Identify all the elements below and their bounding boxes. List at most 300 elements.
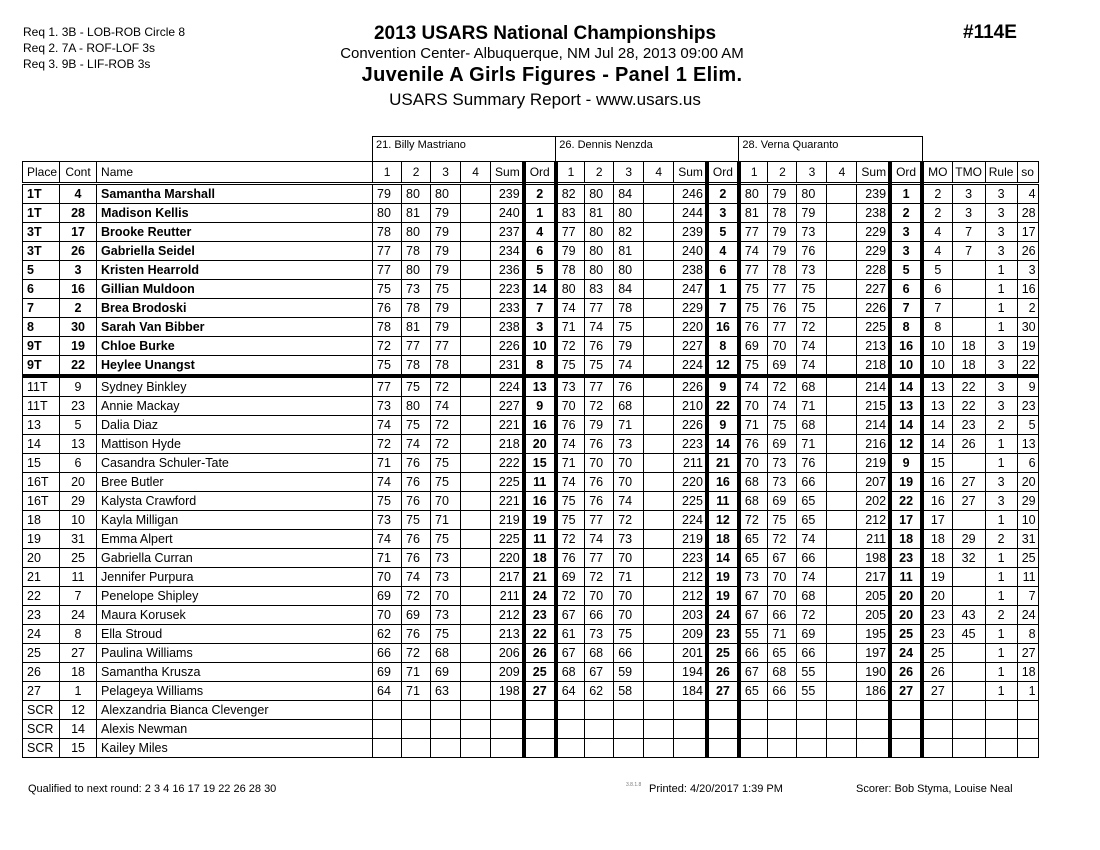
contestant-number-cell: 1 [60,682,97,701]
judge1-score-4-cell [461,492,491,511]
skater-name-cell: Penelope Shipley [97,587,373,606]
judge1-score-3-cell: 72 [431,376,461,397]
judge1-score-1-cell: 74 [373,530,402,549]
judge3-ordinal-cell: 6 [890,280,922,299]
so-cell: 31 [1017,530,1038,549]
so-cell: 22 [1017,356,1038,377]
judge1-sum-cell: 224 [491,376,524,397]
mo-cell: 6 [922,280,952,299]
rule-cell: 2 [985,606,1017,625]
judge1-score-3-cell: 75 [431,530,461,549]
judge1-score-1-cell: 73 [373,397,402,416]
judge1-ordinal-cell [524,720,556,739]
contestant-number-cell: 2 [60,299,97,318]
judge2-score-4-cell [644,606,674,625]
judge3-score-2-cell: 75 [768,416,797,435]
rule-cell [985,701,1017,720]
judge3-score-3-cell: 74 [797,337,827,356]
rule-cell: 1 [985,644,1017,663]
judge3-score-2-cell: 66 [768,606,797,625]
judge3-ordinal-cell: 25 [890,625,922,644]
judge2-sum-cell: 240 [674,242,707,261]
col-so: so [1017,162,1038,184]
judge1-score-3-cell: 75 [431,454,461,473]
judge2-score-3-cell: 71 [614,568,644,587]
judge2-score-2-cell: 81 [585,204,614,223]
judge2-sum-cell: 203 [674,606,707,625]
judge3-sum-cell: 226 [857,299,890,318]
judge2-score-1-cell: 71 [556,454,585,473]
judge2-score-3-cell: 82 [614,223,644,242]
judge2-score-3-cell: 84 [614,280,644,299]
judge3-score-4-cell [827,663,857,682]
mo-cell: 2 [922,184,952,204]
skater-name-cell: Kayla Milligan [97,511,373,530]
judge1-sum-cell: 231 [491,356,524,377]
judge1-ordinal-cell: 19 [524,511,556,530]
skater-name-cell: Gillian Muldoon [97,280,373,299]
judge1-score-4-cell [461,337,491,356]
judge3-score-1-cell [739,701,768,720]
mo-cell: 4 [922,242,952,261]
skater-name-cell: Annie Mackay [97,397,373,416]
judge3-ordinal-cell: 11 [890,568,922,587]
tmo-cell [952,720,985,739]
contestant-number-cell: 25 [60,549,97,568]
judge1-score-3-cell: 75 [431,473,461,492]
table-row [23,511,1039,530]
judge2-sum-cell [674,720,707,739]
judge3-score-2-cell: 79 [768,242,797,261]
judge2-ordinal-cell: 8 [707,337,739,356]
so-cell: 5 [1017,416,1038,435]
table-row [23,568,1039,587]
judge3-ordinal-cell [890,739,922,758]
mo-cell: 14 [922,416,952,435]
table-row [23,625,1039,644]
judge1-score-3-cell: 73 [431,606,461,625]
judge1-sum-cell: 223 [491,280,524,299]
so-cell: 9 [1017,376,1038,397]
judge1-sum-cell [491,720,524,739]
judge3-score-2-cell: 78 [768,261,797,280]
contestant-number-cell: 9 [60,376,97,397]
judge1-score-4-cell [461,701,491,720]
table-row [23,701,1039,720]
judge3-score-4-cell [827,416,857,435]
judge3-score-3-cell: 68 [797,376,827,397]
rule-cell: 1 [985,663,1017,682]
judge1-ordinal-cell: 21 [524,568,556,587]
rule-cell: 3 [985,204,1017,223]
judge2-sum-cell: 220 [674,473,707,492]
judge1-score-3-cell: 70 [431,587,461,606]
table-row [23,376,1039,397]
judge1-score-1-cell: 73 [373,511,402,530]
judge1-ordinal-cell: 2 [524,184,556,204]
mo-cell: 20 [922,587,952,606]
mo-cell: 16 [922,492,952,511]
judge2-score-1-cell: 76 [556,416,585,435]
mo-cell: 14 [922,435,952,454]
judge2-score-4-cell [644,492,674,511]
judge2-score-1-cell: 67 [556,606,585,625]
table-row [23,261,1039,280]
judge1-score-1-cell: 69 [373,663,402,682]
judge1-ordinal-cell: 20 [524,435,556,454]
contestant-number-cell: 26 [60,242,97,261]
judge1-ordinal-cell: 7 [524,299,556,318]
judge2-score-1-cell [556,739,585,758]
place-cell: 13 [23,416,60,435]
contestant-number-cell: 24 [60,606,97,625]
judge3-score-3-cell: 66 [797,644,827,663]
judge1-score-4-cell [461,473,491,492]
judge3-score-4-cell [827,568,857,587]
place-cell: SCR [23,739,60,758]
judge2-score-1-cell: 75 [556,356,585,377]
judge3-score-2-cell: 79 [768,184,797,204]
judge3-score-1-cell: 72 [739,511,768,530]
judge3-ordinal-cell [890,720,922,739]
judge3-score-2-cell: 79 [768,223,797,242]
judge2-score-2-cell: 77 [585,549,614,568]
judge2-ordinal-cell: 2 [707,184,739,204]
judge1-score-2-cell: 81 [402,318,431,337]
judge3-score-3-cell: 65 [797,511,827,530]
judge3-ordinal-cell: 10 [890,356,922,377]
contestant-number-cell: 12 [60,701,97,720]
judge1-score-2-cell: 80 [402,223,431,242]
place-cell: SCR [23,720,60,739]
judge3-score-3-cell [797,739,827,758]
contestant-number-cell: 23 [60,397,97,416]
judge2-sum-cell: 209 [674,625,707,644]
judge3-score-3-cell: 72 [797,606,827,625]
judge2-score-3-cell: 80 [614,261,644,280]
judge1-score-2-cell: 76 [402,625,431,644]
col-cont: Cont [60,162,97,184]
rule-cell: 1 [985,435,1017,454]
place-cell: 27 [23,682,60,701]
judge2-score-2-cell: 73 [585,625,614,644]
judge2-score-3-cell: 81 [614,242,644,261]
col-name: Name [97,162,373,184]
place-cell: 11T [23,376,60,397]
place-cell: SCR [23,701,60,720]
judge2-score-2-cell: 72 [585,397,614,416]
judge1-score-3-cell: 68 [431,644,461,663]
judge2-score-4-cell [644,416,674,435]
judge2-score-1-cell: 64 [556,682,585,701]
judge2-sum-cell: 226 [674,376,707,397]
judge3-score-4-cell [827,682,857,701]
judge2-score-4-cell [644,376,674,397]
judges-row [23,137,1039,162]
so-cell: 8 [1017,625,1038,644]
judge3-ordinal-cell: 23 [890,549,922,568]
judge2-score-2-cell: 83 [585,280,614,299]
judge1-score-1-cell: 77 [373,376,402,397]
judge3-score-1-cell: 68 [739,492,768,511]
judge1-score-3-cell: 79 [431,242,461,261]
table-row [23,587,1039,606]
mo-cell: 5 [922,261,952,280]
judge3-score-4-cell [827,739,857,758]
judge2-score-4-cell [644,397,674,416]
judge1-score-1-cell: 75 [373,492,402,511]
contestant-number-cell: 19 [60,337,97,356]
col-judge2-sum: Sum [674,162,707,184]
mo-cell: 17 [922,511,952,530]
judge3-score-1-cell: 69 [739,337,768,356]
judge2-score-4-cell [644,530,674,549]
mo-cell: 18 [922,549,952,568]
judge3-ordinal-cell: 8 [890,318,922,337]
judge3-ordinal-cell: 7 [890,299,922,318]
judge1-score-4-cell [461,242,491,261]
judge1-score-1-cell: 72 [373,435,402,454]
judge2-ordinal-cell: 16 [707,473,739,492]
judge1-score-2-cell: 69 [402,606,431,625]
judge3-sum-cell: 219 [857,454,890,473]
so-cell: 28 [1017,204,1038,223]
judge1-ordinal-cell: 22 [524,625,556,644]
judge3-score-2-cell: 72 [768,530,797,549]
judge1-sum-cell: 238 [491,318,524,337]
so-cell: 24 [1017,606,1038,625]
contestant-number-cell: 13 [60,435,97,454]
contestant-number-cell: 29 [60,492,97,511]
rule-cell: 1 [985,568,1017,587]
rule-cell: 3 [985,376,1017,397]
skater-name-cell: Heylee Unangst [97,356,373,377]
rule-cell: 1 [985,549,1017,568]
tmo-cell: 45 [952,625,985,644]
judge2-score-1-cell: 69 [556,568,585,587]
judge3-sum-cell: 216 [857,435,890,454]
judge1-score-2-cell: 74 [402,435,431,454]
judge3-score-3-cell: 68 [797,416,827,435]
judge3-sum-cell: 215 [857,397,890,416]
skater-name-cell: Alexis Newman [97,720,373,739]
col-judge1-ord: Ord [524,162,556,184]
judge3-score-4-cell [827,625,857,644]
judge1-ordinal-cell: 11 [524,473,556,492]
col-judge2-1: 1 [556,162,585,184]
judge1-score-2-cell: 81 [402,204,431,223]
col-rule: Rule [985,162,1017,184]
judge1-score-2-cell: 72 [402,644,431,663]
judge2-sum-cell: 194 [674,663,707,682]
judge3-sum-cell: 195 [857,625,890,644]
judge3-score-1-cell: 71 [739,416,768,435]
tmo-cell [952,280,985,299]
judge3-score-2-cell: 76 [768,299,797,318]
judge3-score-3-cell: 66 [797,549,827,568]
judge1-score-4-cell [461,261,491,280]
tmo-cell: 18 [952,337,985,356]
judge2-score-3-cell: 80 [614,204,644,223]
judge3-score-4-cell [827,280,857,299]
judge1-score-4-cell [461,416,491,435]
judge3-ordinal-cell: 20 [890,606,922,625]
event-name: Juvenile A Girls Figures - Panel 1 Elim. [361,64,743,86]
judge3-ordinal-cell: 13 [890,397,922,416]
judge2-score-4-cell [644,454,674,473]
judge1-score-1-cell: 74 [373,416,402,435]
contestant-number-cell: 22 [60,356,97,377]
judge2-score-4-cell [644,473,674,492]
judge1-score-4-cell [461,397,491,416]
contestant-number-cell: 10 [60,511,97,530]
judge3-score-3-cell: 66 [797,473,827,492]
judge-1-name: 21. Billy Mastriano [373,137,556,162]
judge1-score-3-cell: 73 [431,568,461,587]
tmo-cell [952,587,985,606]
event-number: #114E [963,22,1017,43]
judge1-score-1-cell: 75 [373,356,402,377]
judge1-ordinal-cell: 23 [524,606,556,625]
judge2-score-2-cell: 66 [585,606,614,625]
judge2-score-3-cell: 68 [614,397,644,416]
judge3-sum-cell: 212 [857,511,890,530]
judge3-sum-cell: 225 [857,318,890,337]
judge2-ordinal-cell: 1 [707,280,739,299]
judge3-score-2-cell: 69 [768,492,797,511]
judge1-sum-cell: 217 [491,568,524,587]
mo-cell: 8 [922,318,952,337]
judge2-score-2-cell [585,739,614,758]
judge2-score-1-cell: 68 [556,663,585,682]
judge3-score-2-cell: 74 [768,397,797,416]
judge1-sum-cell: 213 [491,625,524,644]
place-cell: 8 [23,318,60,337]
judge2-sum-cell: 229 [674,299,707,318]
place-cell: 19 [23,530,60,549]
judge1-sum-cell: 236 [491,261,524,280]
judge2-score-1-cell: 70 [556,397,585,416]
judge3-score-1-cell: 70 [739,397,768,416]
judge1-sum-cell: 225 [491,530,524,549]
judge1-score-1-cell: 77 [373,242,402,261]
judge3-score-1-cell: 65 [739,530,768,549]
judge2-sum-cell: 211 [674,454,707,473]
tmo-cell: 27 [952,492,985,511]
table-row [23,530,1039,549]
judge1-score-1-cell: 74 [373,473,402,492]
judge2-score-3-cell: 59 [614,663,644,682]
place-cell: 1T [23,184,60,204]
col-mo: MO [922,162,952,184]
so-cell: 4 [1017,184,1038,204]
judge2-score-2-cell: 80 [585,184,614,204]
contestant-number-cell: 11 [60,568,97,587]
mo-cell: 18 [922,530,952,549]
judge1-score-2-cell: 76 [402,549,431,568]
rule-cell: 1 [985,299,1017,318]
skater-name-cell: Maura Korusek [97,606,373,625]
rule-cell: 3 [985,473,1017,492]
judge3-score-1-cell: 67 [739,663,768,682]
judge1-sum-cell: 227 [491,397,524,416]
mo-cell: 27 [922,682,952,701]
judge1-score-3-cell: 72 [431,416,461,435]
table-row [23,549,1039,568]
judge3-sum-cell: 198 [857,549,890,568]
judge2-score-2-cell: 76 [585,337,614,356]
place-cell: 24 [23,625,60,644]
judge3-score-3-cell: 74 [797,530,827,549]
judge1-sum-cell: 239 [491,184,524,204]
table-row [23,454,1039,473]
rule-cell: 1 [985,454,1017,473]
rule-cell: 3 [985,337,1017,356]
judge2-sum-cell: 219 [674,530,707,549]
rule-cell: 1 [985,280,1017,299]
judge3-sum-cell: 205 [857,606,890,625]
judge3-score-1-cell: 75 [739,356,768,377]
mo-cell [922,701,952,720]
tmo-cell [952,261,985,280]
judge3-sum-cell: 190 [857,663,890,682]
skater-name-cell: Mattison Hyde [97,435,373,454]
judge1-sum-cell: 220 [491,549,524,568]
judge3-score-2-cell: 75 [768,511,797,530]
judge2-ordinal-cell: 24 [707,606,739,625]
judge3-sum-cell [857,739,890,758]
table-row [23,682,1039,701]
judge3-score-3-cell: 65 [797,492,827,511]
so-cell [1017,701,1038,720]
judge2-ordinal-cell: 14 [707,435,739,454]
skater-name-cell: Gabriella Seidel [97,242,373,261]
judge3-score-2-cell: 73 [768,454,797,473]
mo-cell: 10 [922,356,952,377]
judge1-score-2-cell: 75 [402,416,431,435]
judge3-ordinal-cell: 27 [890,682,922,701]
judge3-sum-cell: 214 [857,416,890,435]
judge3-ordinal-cell: 17 [890,511,922,530]
judge1-score-4-cell [461,204,491,223]
judge3-score-1-cell: 80 [739,184,768,204]
judge1-ordinal-cell: 11 [524,530,556,549]
judge2-score-2-cell: 68 [585,644,614,663]
judge1-score-1-cell: 70 [373,606,402,625]
judge3-sum-cell: 197 [857,644,890,663]
judge3-score-4-cell [827,454,857,473]
judge1-score-3-cell [431,701,461,720]
contestant-number-cell: 18 [60,663,97,682]
judge3-score-1-cell: 65 [739,549,768,568]
tmo-cell: 43 [952,606,985,625]
judge3-ordinal-cell: 1 [890,184,922,204]
judge2-score-2-cell: 67 [585,663,614,682]
judge2-score-1-cell: 79 [556,242,585,261]
judge2-score-4-cell [644,204,674,223]
judge2-score-4-cell [644,261,674,280]
judge1-score-2-cell: 73 [402,280,431,299]
contestant-number-cell: 31 [60,530,97,549]
judge1-score-4-cell [461,663,491,682]
judge3-score-3-cell: 75 [797,299,827,318]
rule-cell: 1 [985,587,1017,606]
judge2-score-2-cell: 77 [585,299,614,318]
place-cell: 16T [23,473,60,492]
judge3-score-2-cell: 69 [768,356,797,377]
judge2-sum-cell: 223 [674,549,707,568]
judge2-score-2-cell: 72 [585,568,614,587]
